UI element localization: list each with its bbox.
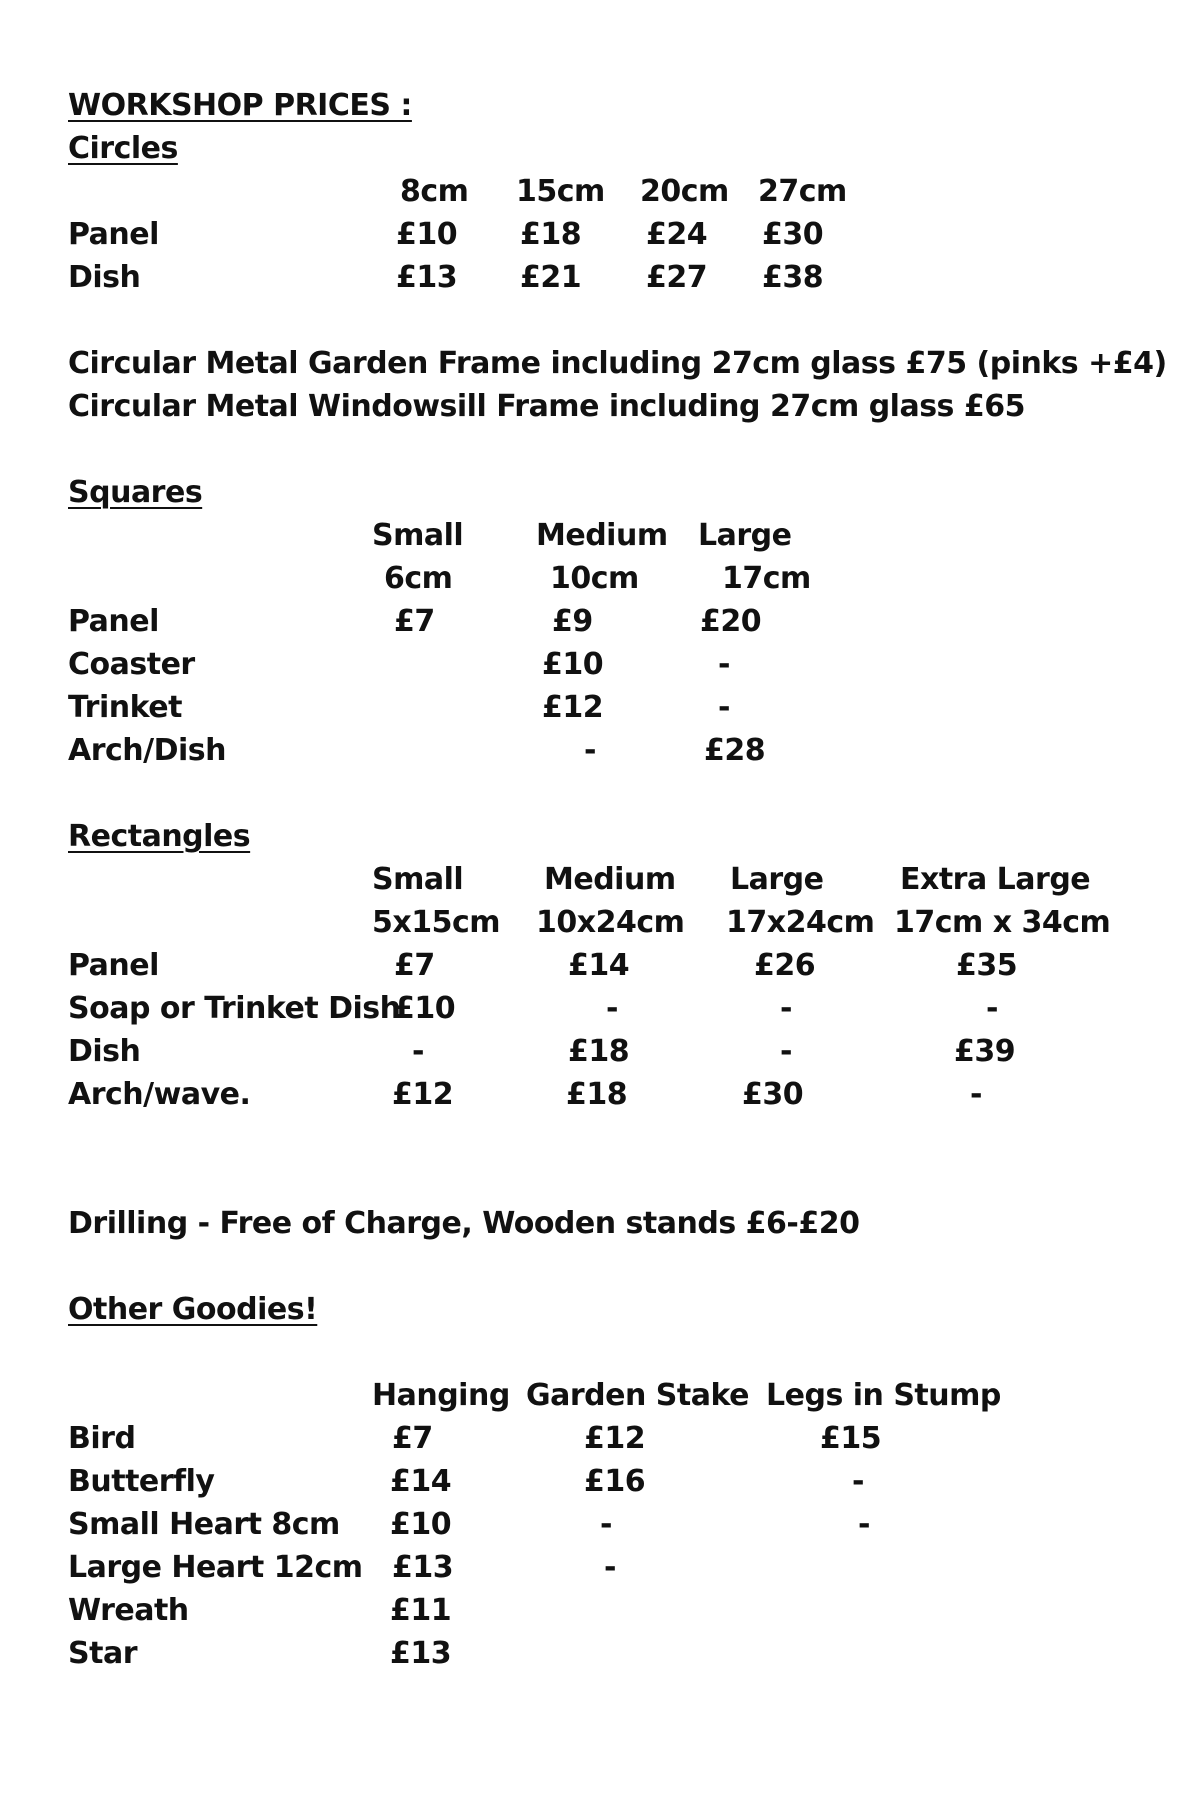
rect-price: - (986, 991, 998, 1026)
squares-price: £28 (704, 733, 766, 768)
circles-row-label: Dish (68, 260, 141, 295)
circles-price: £10 (396, 217, 458, 252)
circles-price: £21 (520, 260, 582, 295)
squares-price: £20 (700, 604, 762, 639)
rect-price: £12 (392, 1077, 454, 1112)
circles-row-label: Panel (68, 217, 159, 252)
rect-size: 10x24cm (536, 905, 685, 940)
rect-size: 17x24cm (726, 905, 875, 940)
circles-price: £38 (762, 260, 824, 295)
rect-price: £39 (954, 1034, 1016, 1069)
goodies-row-label: Wreath (68, 1593, 189, 1628)
rect-price: - (606, 991, 618, 1026)
page-title: WORKSHOP PRICES : (68, 88, 412, 123)
circles-price: £18 (520, 217, 582, 252)
squares-heading: Squares (68, 475, 203, 510)
goodies-price: £13 (390, 1636, 452, 1671)
rectangles-heading: Rectangles (68, 819, 251, 854)
squares-size-name: Medium (536, 518, 668, 553)
circles-price: £30 (762, 217, 824, 252)
rect-size-name: Extra Large (900, 862, 1091, 897)
circles-size-20cm: 20cm (640, 174, 729, 209)
circles-heading: Circles (68, 131, 178, 166)
circles-price: £27 (646, 260, 708, 295)
squares-size-name: Small (372, 518, 464, 553)
rect-price: £30 (742, 1077, 804, 1112)
goodies-row-label: Butterfly (68, 1464, 215, 1499)
goodies-price: £7 (392, 1421, 433, 1456)
rect-price: - (970, 1077, 982, 1112)
squares-price: - (718, 690, 730, 725)
circles-size-8cm: 8cm (400, 174, 469, 209)
squares-size: 17cm (722, 561, 811, 596)
squares-price: - (718, 647, 730, 682)
rect-size-name: Small (372, 862, 464, 897)
rect-price: - (780, 991, 792, 1026)
goodies-price: - (604, 1550, 616, 1585)
rect-size-name: Medium (544, 862, 676, 897)
goodies-heading: Other Goodies! (68, 1292, 318, 1327)
rect-price: - (412, 1034, 424, 1069)
goodies-price: - (600, 1507, 612, 1542)
rect-row-label: Soap or Trinket Dish (68, 991, 401, 1026)
goodies-price: £12 (584, 1421, 646, 1456)
goodies-row-label: Large Heart 12cm (68, 1550, 363, 1585)
rect-price: £18 (568, 1034, 630, 1069)
squares-size-name: Large (698, 518, 792, 553)
goodies-price: £10 (390, 1507, 452, 1542)
rect-price: £18 (566, 1077, 628, 1112)
rect-price: £35 (956, 948, 1018, 983)
squares-size: 10cm (550, 561, 639, 596)
rect-size: 5x15cm (372, 905, 501, 940)
rect-row-label: Arch/wave. (68, 1077, 251, 1112)
goodies-price: £11 (390, 1593, 452, 1628)
circles-size-15cm: 15cm (516, 174, 605, 209)
squares-size: 6cm (384, 561, 453, 596)
goodies-row-label: Small Heart 8cm (68, 1507, 340, 1542)
rect-price: £26 (754, 948, 816, 983)
squares-row-label: Arch/Dish (68, 733, 227, 768)
windowsill-frame-line: Circular Metal Windowsill Frame including 27cm glass £65 (68, 389, 1025, 424)
rect-price: £14 (568, 948, 630, 983)
goodies-row-label: Star (68, 1636, 137, 1671)
goodies-price: £14 (390, 1464, 452, 1499)
squares-row-label: Trinket (68, 690, 182, 725)
circles-price: £24 (646, 217, 708, 252)
goodies-column: Garden Stake (526, 1378, 749, 1413)
drilling-line: Drilling - Free of Charge, Wooden stands £6-£20 (68, 1206, 860, 1241)
goodies-price: £16 (584, 1464, 646, 1499)
rect-price: £10 (394, 991, 456, 1026)
goodies-price: - (852, 1464, 864, 1499)
circles-size-27cm: 27cm (758, 174, 847, 209)
rect-size: 17cm x 34cm (894, 905, 1111, 940)
squares-price: £7 (394, 604, 435, 639)
goodies-row-label: Bird (68, 1421, 136, 1456)
goodies-column: Legs in Stump (766, 1378, 1001, 1413)
goodies-price: £15 (820, 1421, 882, 1456)
goodies-column: Hanging (372, 1378, 510, 1413)
squares-price: £12 (542, 690, 604, 725)
squares-price: - (584, 733, 596, 768)
squares-price: £10 (542, 647, 604, 682)
rect-row-label: Dish (68, 1034, 141, 1069)
squares-row-label: Coaster (68, 647, 195, 682)
rect-price: - (780, 1034, 792, 1069)
goodies-price: - (858, 1507, 870, 1542)
goodies-price: £13 (392, 1550, 454, 1585)
squares-price: £9 (552, 604, 593, 639)
garden-frame-line: Circular Metal Garden Frame including 27cm glass £75 (pinks +£4) (68, 346, 1167, 381)
rect-row-label: Panel (68, 948, 159, 983)
squares-row-label: Panel (68, 604, 159, 639)
rect-price: £7 (394, 948, 435, 983)
circles-price: £13 (396, 260, 458, 295)
rect-size-name: Large (730, 862, 824, 897)
